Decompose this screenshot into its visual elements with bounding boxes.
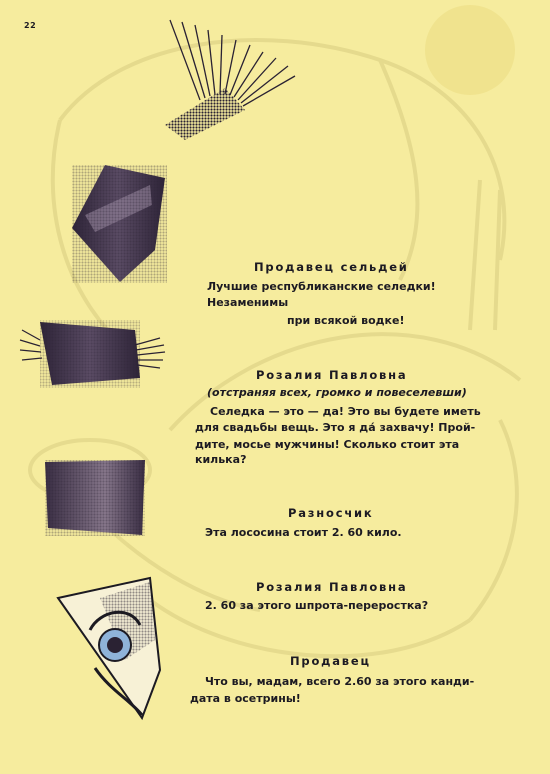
- speaker-name: Розалия Павловна: [256, 580, 408, 594]
- speaker-name: Продавец сельдей: [254, 260, 409, 274]
- stage-direction: (отстраняя всех, громко и повеселевши): [207, 386, 467, 399]
- dialogue-line: Незаменимы: [207, 296, 289, 309]
- speaker-name: Разносчик: [288, 506, 374, 520]
- dialogue-line: для свадьбы вещь. Это я да́ захвачу! Прой-: [195, 421, 476, 434]
- speaker-name: Продавец: [290, 654, 371, 668]
- page-number: 22: [24, 21, 37, 30]
- dialogue-line: дите, мосье мужчины! Сколько стоит эта: [195, 438, 460, 451]
- fish-body-segment-icon: [72, 165, 167, 283]
- dialogue-line: Эта лососина стоит 2. 60 кило.: [205, 526, 402, 539]
- dialogue-line: Селедка — это — да! Это вы будете иметь: [210, 405, 481, 418]
- fish-tail-icon: [165, 20, 295, 140]
- dialogue-line: килька?: [195, 453, 247, 466]
- dialogue-line: Лучшие республиканские селедки!: [207, 280, 436, 293]
- dialogue-line: при всякой водке!: [287, 314, 405, 327]
- dialogue-line: 2. 60 за этого шпрота-переростка?: [205, 599, 429, 612]
- fish-head-icon: [58, 578, 160, 718]
- fish-body-segment-icon: [20, 320, 165, 388]
- dialogue-line: Что вы, мадам, всего 2.60 за этого канди-: [205, 675, 475, 688]
- speaker-name: Розалия Павловна: [256, 368, 408, 382]
- dialogue-line: дата в осетрины!: [190, 692, 301, 705]
- fish-body-segment-icon: [45, 460, 145, 536]
